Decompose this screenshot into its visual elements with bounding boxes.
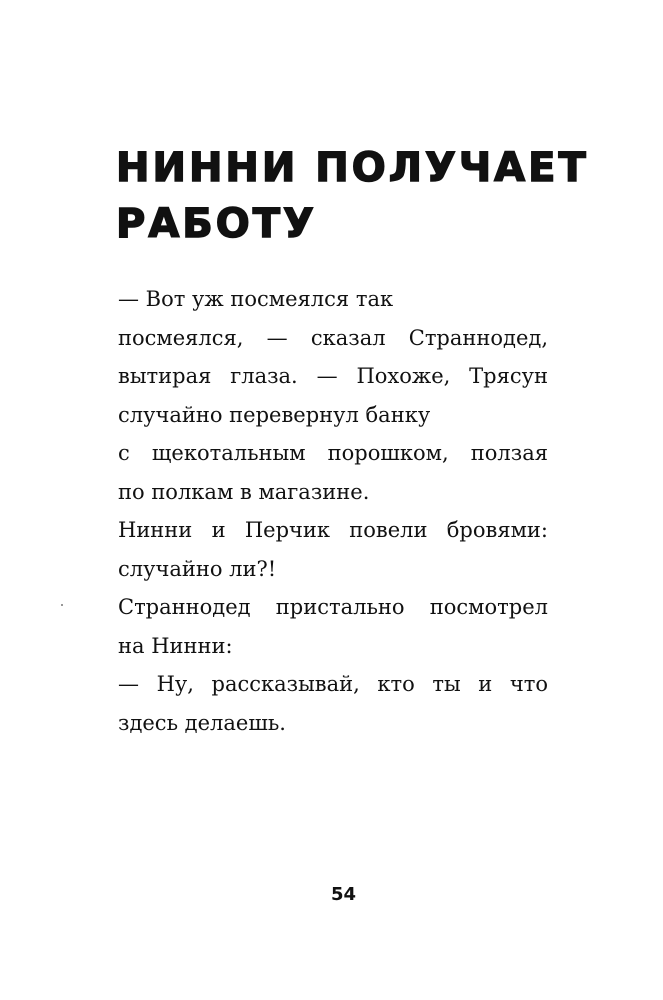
text-line: случайно ли?!: [118, 556, 277, 581]
text-line: здесь делаешь.: [118, 710, 286, 735]
text-line: на Нинни:: [118, 633, 233, 658]
chapter-title-line-2: РАБОТУ: [116, 201, 317, 247]
text-line: посмеялся, — сказал Страннодед,: [118, 325, 548, 350]
chapter-title: [116, 140, 596, 252]
page-number: 54: [331, 884, 357, 905]
text-line: случайно перевернул банку: [118, 402, 431, 427]
text-line: с щекотальным порошком, ползая: [118, 441, 548, 465]
print-speck: [61, 604, 63, 606]
text-line: — Ну, рассказывай, кто ты и что: [118, 672, 548, 696]
text-line: Нинни и Перчик повели бровями:: [118, 518, 548, 542]
text-line: вытирая глаза. — Похоже, Трясун: [118, 364, 548, 388]
body-text: [118, 280, 548, 742]
text-line: — Вот уж посмеялся так: [118, 287, 394, 311]
chapter-title-line-1: НИННИ ПОЛУЧАЕТ: [116, 145, 589, 191]
text-line: по полкам в магазине.: [118, 479, 370, 504]
text-line: Страннодед пристально посмотрел: [118, 595, 548, 619]
